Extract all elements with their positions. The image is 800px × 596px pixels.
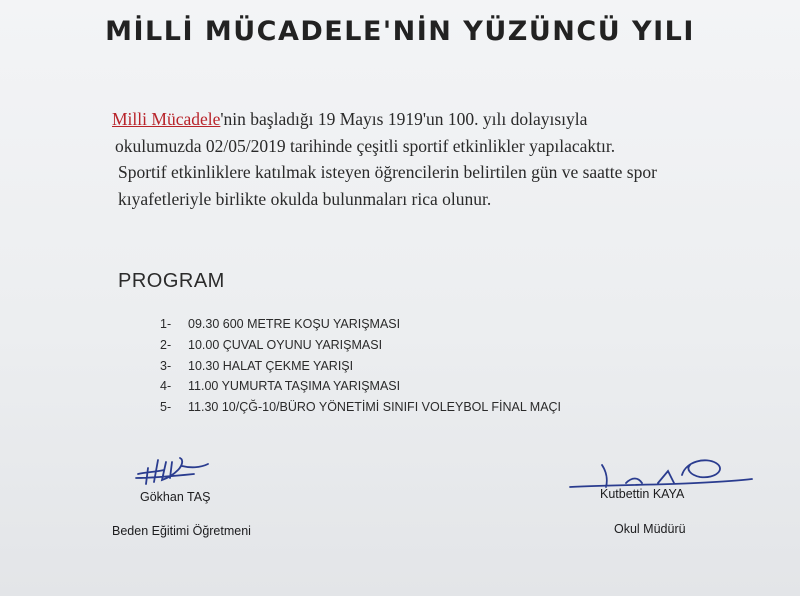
program-item-text: 11.00 YUMURTA TAŞIMA YARIŞMASI bbox=[188, 379, 401, 394]
principal-name: Kutbettin KAYA bbox=[600, 487, 685, 501]
program-item bbox=[160, 335, 561, 356]
program-item-number: 5- bbox=[160, 400, 172, 415]
announcement-body bbox=[112, 106, 752, 212]
milli-mucadele-link[interactable]: Milli Mücadele bbox=[112, 109, 221, 129]
program-item-text: 10.30 HALAT ÇEKME YARIŞI bbox=[188, 358, 354, 373]
teacher-role: Beden Eğitimi Öğretmeni bbox=[112, 524, 251, 538]
program-item bbox=[160, 314, 561, 335]
program-item bbox=[160, 356, 561, 377]
principal-role: Okul Müdürü bbox=[614, 522, 686, 536]
program-heading: PROGRAM bbox=[118, 270, 225, 292]
program-item-number: 4- bbox=[160, 379, 172, 394]
body-line-1 bbox=[112, 106, 752, 133]
body-line-1-rest: 'nin başladığı 19 Mayıs 1919'un 100. yılı dolayısıyla bbox=[220, 109, 588, 129]
program-item-text: 11.30 10/ÇĞ-10/BÜRO YÖNETİMİ SINIFI VOLEYBOL FİNAL MAÇI bbox=[188, 400, 562, 415]
body-line-2: okulumuzda 02/05/2019 tarihinde çeşitli sportif etkinlikler yapılacaktır. bbox=[115, 135, 616, 156]
program-item bbox=[160, 376, 561, 397]
program-item-text: 09.30 600 METRE KOŞU YARIŞMASI bbox=[188, 317, 401, 331]
program-list bbox=[160, 314, 561, 418]
program-item-number: 2- bbox=[160, 337, 172, 352]
teacher-name: Gökhan TAŞ bbox=[140, 490, 211, 504]
program-item bbox=[160, 397, 561, 418]
teacher-signature bbox=[134, 448, 226, 492]
program-item-text: 10.00 ÇUVAL OYUNU YARIŞMASI bbox=[188, 337, 383, 352]
program-item-number: 1- bbox=[160, 317, 172, 331]
document-title: MİLLİ MÜCADELE'NİN YÜZÜNCÜ YILI bbox=[105, 16, 695, 47]
body-line-4: kıyafetleriyle birlikte okulda bulunmaları rica olunur. bbox=[118, 188, 492, 209]
body-line-3: Sportif etkinliklere katılmak isteyen öğrencilerin belirtilen gün ve saatte spor bbox=[118, 162, 657, 182]
program-item-number: 3- bbox=[160, 358, 172, 373]
